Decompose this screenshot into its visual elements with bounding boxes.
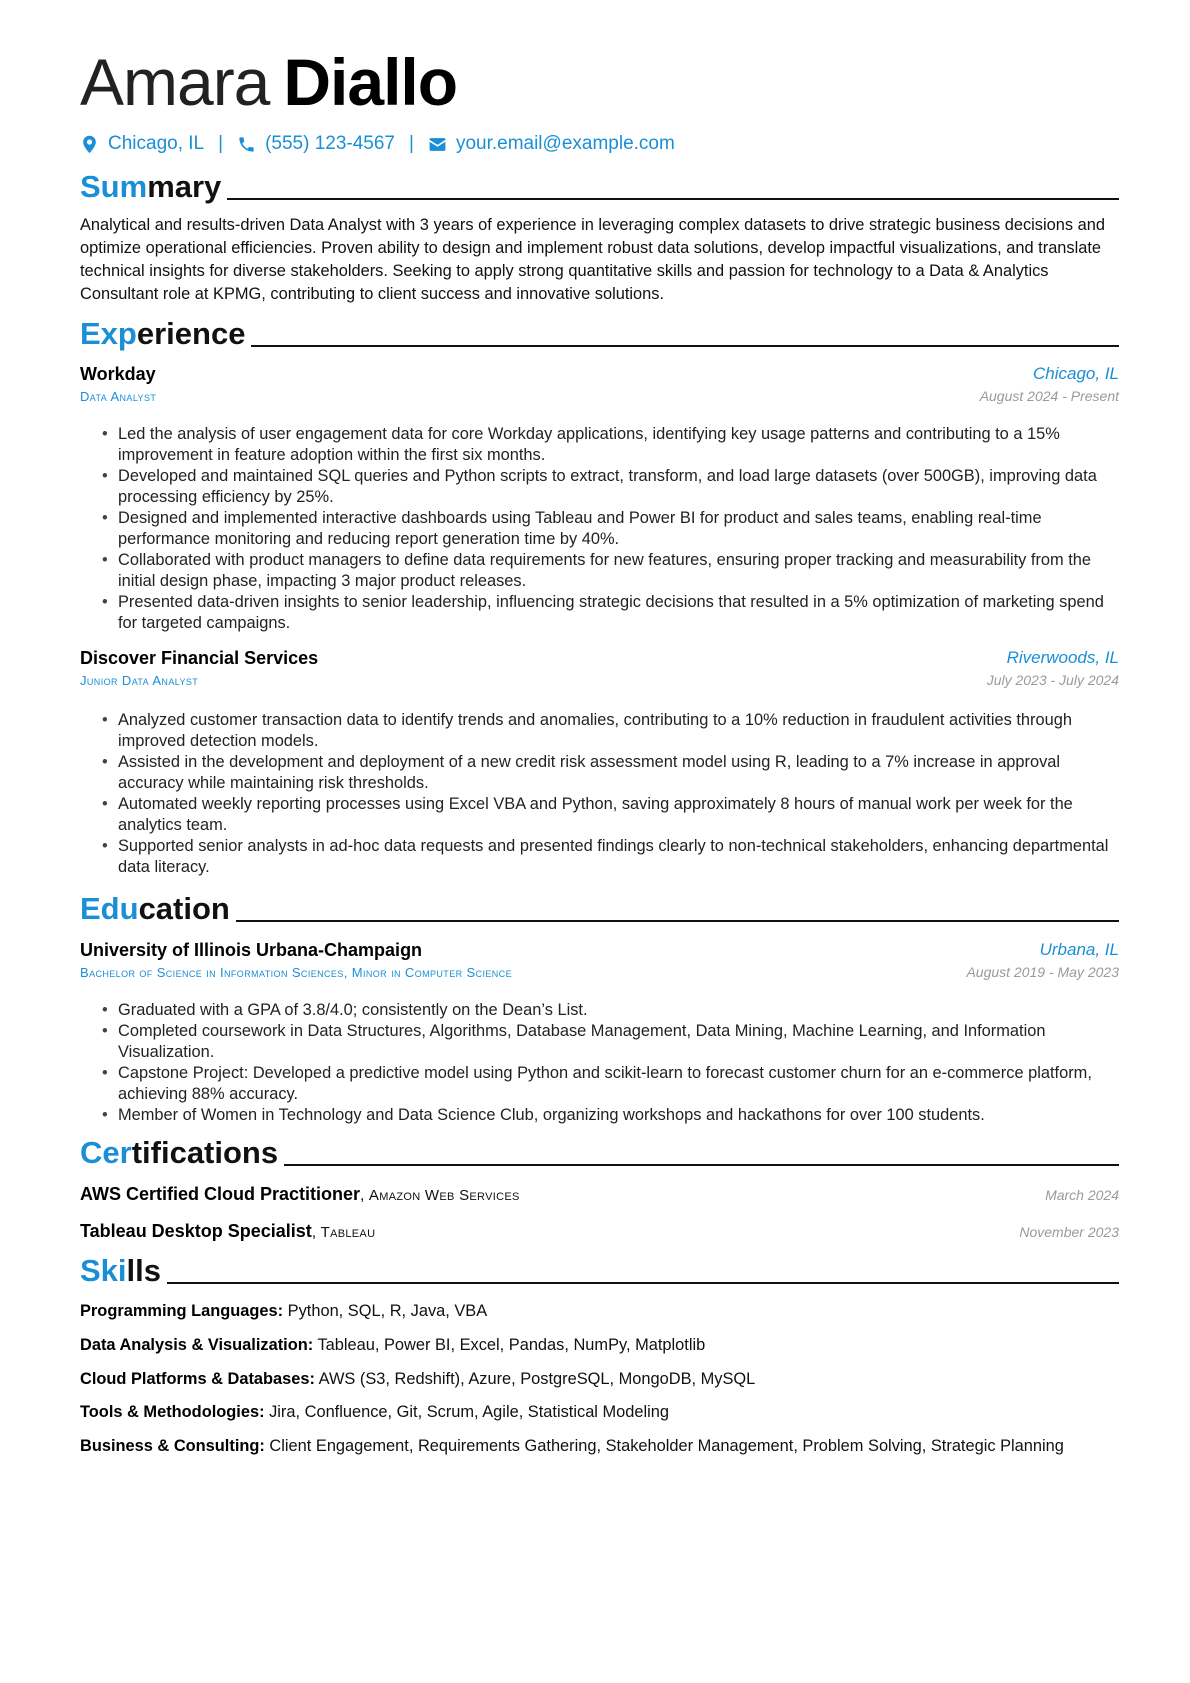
skill-category: Programming Languages:	[80, 1302, 284, 1320]
summary-paragraph: Analytical and results-driven Data Analyst with 3 years of experience in leveraging complex datasets to drive strategic business decisions and optimize operational efficiencies. Proven ability to design and implement robust data solutions, develop impactful visualizations, and translate technical insights for diverse stakeholders. Seeking to apply strong quantitative skills and passion for technology to a Data & Analytics Consultant role at KPMG, contributing to client success and innovative solutions.	[80, 216, 1105, 303]
email-text: your.email@example.com	[455, 133, 675, 154]
bullet-item: • Designed and implemented interactive dashboards using Tableau and Power BI for product and sales teams, enabling real-time performance monitoring and reducing report generation time by 40%.	[80, 508, 1119, 550]
bullet-item: • Supported senior analysts in ad-hoc data requests and presented findings clearly to non-technical stakeholders, enhancing departmental data literacy.	[80, 836, 1119, 878]
skill-category: Tools & Methodologies:	[80, 1403, 265, 1421]
contact-location	[80, 133, 204, 155]
experience-bullets-discover	[80, 710, 1119, 878]
job-title: Data Analyst	[80, 389, 157, 404]
section-heading-summary	[80, 169, 1119, 205]
title-accent: Edu	[80, 891, 139, 926]
section-title	[80, 891, 230, 927]
section-heading-education	[80, 891, 1119, 927]
title-rest: tifications	[131, 1135, 279, 1170]
skill-items: Client Engagement, Requirements Gathering, Stakeholder Management, Problem Solving, Strategic Planning	[269, 1437, 1064, 1455]
bullet-item: • Completed coursework in Data Structures, Algorithms, Database Management, Data Mining, Machine Learning, and Information Visualization.	[80, 1021, 1119, 1063]
section-rule	[227, 198, 1119, 200]
bullet-item: • Graduated with a GPA of 3.8/4.0; consistently on the Dean’s List.	[80, 1000, 1119, 1021]
employment-dates: July 2023 - July 2024	[986, 672, 1119, 688]
bullet-item: • Capstone Project: Developed a predictive model using Python and scikit-learn to forecast customer churn for an e-commerce platform, achieving 88% accuracy.	[80, 1063, 1119, 1105]
contact-email[interactable]	[428, 133, 675, 155]
title-accent: Cer	[80, 1135, 132, 1170]
phone-icon	[237, 135, 256, 154]
contact-separator: |	[218, 133, 224, 154]
section-heading-skills	[80, 1253, 1119, 1289]
bullet-item: • Analyzed customer transaction data to identify trends and anomalies, contributing to a 10% reduction in fraudulent activities through improved detection models.	[80, 710, 1119, 752]
certification-date: March 2024	[1045, 1187, 1119, 1203]
job-title: Junior Data Analyst	[80, 673, 199, 688]
title-rest: cation	[138, 891, 230, 926]
skill-items: Jira, Confluence, Git, Scrum, Agile, Statistical Modeling	[269, 1403, 670, 1421]
map-pin-icon	[80, 135, 99, 154]
employer-location: Chicago, IL	[1033, 364, 1119, 383]
employment-dates: August 2024 - Present	[979, 388, 1119, 404]
title-rest: lls	[126, 1253, 161, 1288]
degree: Bachelor of Science in Information Sciences, Minor in Computer Science	[80, 965, 512, 980]
employer-name: Workday	[80, 364, 156, 384]
section-title	[80, 1253, 161, 1289]
section-rule	[167, 1282, 1119, 1284]
section-title	[80, 316, 245, 352]
skill-items: AWS (S3, Redshift), Azure, PostgreSQL, MongoDB, MySQL	[318, 1370, 756, 1388]
skill-category: Cloud Platforms & Databases:	[80, 1370, 315, 1388]
bullet-item: • Automated weekly reporting processes using Excel VBA and Python, saving approximately 8 hours of manual work per week for the analytics team.	[80, 794, 1119, 836]
last-name: Diallo	[283, 45, 458, 119]
skill-row	[80, 1403, 1119, 1422]
employer-name: Discover Financial Services	[80, 648, 319, 668]
skill-items: Python, SQL, R, Java, VBA	[287, 1302, 488, 1320]
certification-name: Tableau Desktop Specialist	[80, 1221, 312, 1241]
section-title	[80, 169, 221, 205]
skill-row	[80, 1437, 1119, 1456]
certification-issuer: Tableau	[320, 1224, 376, 1241]
bullet-item: • Assisted in the development and deployment of a new credit risk assessment model using R, leading to a 7% increase in approval accuracy while maintaining risk thresholds.	[80, 752, 1119, 794]
contact-phone[interactable]	[237, 133, 395, 155]
certification-item: AWS Certified Cloud Practitioner, Amazon Web Services March 2024	[80, 1184, 1119, 1204]
phone-text: (555) 123-4567	[265, 133, 395, 154]
certification-name: AWS Certified Cloud Practitioner	[80, 1184, 361, 1204]
contact-separator: |	[409, 133, 414, 154]
skill-row	[80, 1336, 1119, 1355]
education-dates: August 2019 - May 2023	[966, 964, 1119, 980]
candidate-name	[80, 42, 457, 122]
school-location: Urbana, IL	[1039, 940, 1119, 959]
section-rule	[284, 1164, 1119, 1166]
envelope-icon	[428, 135, 447, 154]
bullet-item: • Presented data-driven insights to senior leadership, influencing strategic decisions that resulted in a 5% optimization of marketing spend for targeted campaigns.	[80, 592, 1119, 634]
employer-location: Riverwoods, IL	[1006, 648, 1119, 667]
school-name: University of Illinois Urbana-Champaign	[80, 940, 423, 960]
skill-row	[80, 1370, 1119, 1389]
location-text: Chicago, IL	[108, 133, 205, 154]
title-rest: erience	[136, 316, 246, 351]
bullet-item: • Member of Women in Technology and Data Science Club, organizing workshops and hackathons for over 100 students.	[80, 1105, 1119, 1126]
skill-items: Tableau, Power BI, Excel, Pandas, NumPy, Matplotlib	[317, 1336, 706, 1354]
contact-line	[80, 133, 675, 155]
certification-item: Tableau Desktop Specialist, Tableau November 2023	[80, 1221, 1119, 1241]
title-accent: Exp	[80, 316, 137, 351]
experience-bullets-workday	[80, 424, 1119, 634]
section-rule	[251, 345, 1119, 347]
section-title	[80, 1135, 278, 1171]
section-heading-experience	[80, 316, 1119, 352]
skill-row	[80, 1302, 1119, 1321]
bullet-item: • Developed and maintained SQL queries and Python scripts to extract, transform, and load large datasets (over 500GB), improving data processing efficiency by 25%.	[80, 466, 1119, 508]
certification-date: November 2023	[1019, 1224, 1119, 1240]
first-name: Amara	[80, 45, 270, 119]
skill-category: Business & Consulting:	[80, 1437, 265, 1455]
title-accent: Ski	[80, 1253, 127, 1288]
section-heading-certifications	[80, 1135, 1119, 1171]
bullet-item: • Led the analysis of user engagement data for core Workday applications, identifying key usage patterns and contributing to a 15% improvement in feature adoption within the first six months.	[80, 424, 1119, 466]
certification-issuer: Amazon Web Services	[368, 1187, 520, 1204]
section-rule	[236, 920, 1119, 922]
title-rest: mary	[147, 169, 222, 204]
bullet-item: • Collaborated with product managers to define data requirements for new features, ensuring proper tracking and measurability from the initial design phase, impacting 3 major product releases.	[80, 550, 1119, 592]
education-bullets	[80, 1000, 1119, 1126]
title-accent: Sum	[80, 169, 148, 204]
skill-category: Data Analysis & Visualization:	[80, 1336, 314, 1354]
